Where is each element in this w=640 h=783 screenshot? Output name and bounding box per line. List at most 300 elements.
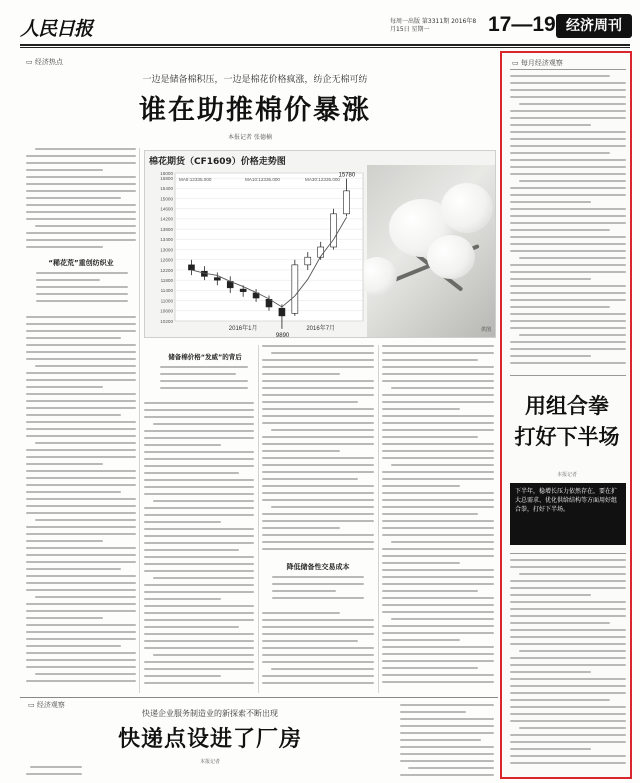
text-line [262, 675, 374, 677]
cotton-futures-chart [144, 150, 496, 338]
text-line [262, 513, 374, 515]
text-line [510, 327, 626, 329]
text-line [519, 103, 626, 105]
text-line [382, 520, 494, 522]
text-line [262, 387, 374, 389]
y-tick-label: 10600 [160, 308, 173, 314]
text-line [272, 590, 336, 592]
text-line [144, 549, 239, 551]
text-line [36, 300, 128, 302]
text-line [26, 218, 136, 220]
text-line [510, 741, 626, 743]
y-tick-label: 15800 [160, 175, 173, 181]
masthead-rule-thin [20, 47, 630, 48]
text-line [262, 499, 374, 501]
text-line [144, 647, 254, 649]
text-line [382, 415, 494, 417]
text-line [382, 352, 494, 354]
text-line [510, 124, 591, 126]
text-line [262, 534, 374, 536]
text-line [382, 604, 494, 606]
column-rule [378, 345, 379, 693]
text-line [382, 366, 494, 368]
text-line [391, 387, 494, 389]
text-line [26, 232, 136, 234]
text-line [26, 554, 136, 556]
text-line [262, 450, 340, 452]
text-line [144, 402, 254, 404]
y-tick-label: 15000 [160, 196, 173, 202]
text-line [382, 443, 494, 445]
text-line [510, 559, 626, 561]
text-line [382, 380, 494, 382]
bottom-column-tag: ▭ 经济观察 [28, 701, 65, 709]
text-line [391, 618, 494, 620]
text-line [262, 541, 374, 543]
text-line [510, 75, 610, 77]
text-line [26, 470, 136, 472]
text-line [262, 415, 374, 417]
text-line [382, 345, 494, 347]
text-line [26, 323, 136, 325]
text-line [510, 657, 626, 659]
text-line [262, 492, 374, 494]
text-line [144, 409, 254, 411]
text-line [271, 668, 374, 670]
text-line [262, 478, 358, 480]
text-line [408, 767, 494, 769]
text-line [382, 457, 494, 459]
text-line [510, 145, 626, 147]
text-line [26, 631, 136, 633]
y-tick-label: 13000 [160, 247, 173, 253]
text-line [26, 337, 121, 339]
text-line [26, 421, 136, 423]
text-line [26, 197, 121, 199]
text-line [144, 598, 221, 600]
text-line [271, 429, 374, 431]
candle-body [344, 191, 350, 214]
text-line [510, 734, 626, 736]
text-line [35, 148, 136, 150]
sidebar-text-bottom [510, 559, 626, 773]
annotation-high: 15780 [338, 172, 356, 179]
text-line [262, 394, 374, 396]
text-line [26, 666, 136, 668]
text-line [26, 407, 136, 409]
y-tick-label: 11000 [160, 298, 173, 304]
text-line [510, 152, 610, 154]
text-line [153, 654, 254, 656]
candle-body [188, 265, 194, 270]
text-line [382, 485, 460, 487]
text-line [510, 320, 626, 322]
text-line [26, 773, 82, 775]
text-line [26, 533, 136, 535]
text-line [26, 505, 136, 507]
y-tick-label: 16000 [160, 170, 173, 176]
text-line [510, 362, 626, 364]
text-line [26, 204, 136, 206]
text-line [382, 401, 494, 403]
bottom-kicker: 快递企业服务制造业的新探索不断出现 [142, 709, 278, 718]
sidebar-commentary [500, 51, 632, 779]
text-line [510, 236, 626, 238]
text-line [510, 96, 626, 98]
text-line [35, 596, 136, 598]
issue-info: 每周一出版 第3311期 2016年8月15日 星期一 [390, 18, 477, 33]
main-text-col3-quote [272, 576, 364, 606]
text-line [510, 622, 610, 624]
newspaper-logo: 人民日报 [20, 18, 93, 40]
text-line [382, 653, 494, 655]
annotation-low: 9890 [275, 332, 290, 339]
legend-entry: MA10:12335.000 [245, 177, 280, 182]
bottom-column-tag-label: 经济观察 [36, 701, 65, 709]
text-line [510, 215, 626, 217]
text-line [262, 401, 358, 403]
text-line [26, 561, 136, 563]
text-line [144, 633, 254, 635]
text-line [160, 373, 236, 375]
text-line [519, 727, 626, 729]
text-line [382, 471, 494, 473]
text-line [510, 166, 626, 168]
text-line [510, 138, 626, 140]
text-line [510, 615, 626, 617]
text-line [144, 416, 254, 418]
text-line [26, 372, 136, 374]
text-line [26, 659, 136, 661]
text-line [144, 584, 254, 586]
text-line [144, 437, 254, 439]
text-line [382, 534, 494, 536]
text-line [26, 246, 103, 248]
text-line [26, 477, 136, 479]
text-line [382, 639, 460, 641]
text-line [382, 632, 494, 634]
text-line [382, 646, 494, 648]
x-tick-label: 2016年1月 [228, 326, 258, 332]
text-line [510, 636, 626, 638]
text-line [510, 278, 591, 280]
text-line [153, 577, 254, 579]
text-line [510, 341, 626, 343]
sidebar-text-top [510, 75, 626, 371]
bottom-text-col1 [26, 766, 82, 783]
text-line [26, 435, 136, 437]
text-line [510, 285, 626, 287]
text-line [36, 279, 100, 281]
text-line [382, 436, 478, 438]
sidebar-column-tag-label: 每月经济观察 [520, 59, 563, 67]
text-line [26, 652, 136, 654]
legend-entry: MA5:12335.000 [179, 177, 212, 182]
text-line [382, 562, 460, 564]
text-line [26, 603, 136, 605]
text-line [510, 348, 626, 350]
text-line [262, 527, 340, 529]
text-line [36, 286, 128, 288]
main-kicker: 一边是储备棉积压，一边是棉花价格疯涨，纺企无棉可纺 [142, 75, 368, 85]
text-line [400, 711, 466, 713]
text-line [26, 155, 136, 157]
y-tick-label: 13400 [160, 237, 173, 243]
text-line [382, 590, 478, 592]
text-line [262, 408, 374, 410]
y-tick-label: 15400 [160, 186, 173, 192]
text-line [510, 82, 626, 84]
text-line [262, 436, 374, 438]
text-line [262, 485, 374, 487]
text-line [382, 527, 494, 529]
text-line [26, 393, 136, 395]
text-line [510, 306, 610, 308]
text-line [382, 499, 494, 501]
text-line [262, 471, 374, 473]
candle-body [279, 308, 285, 316]
text-line [26, 316, 136, 318]
text-line [262, 633, 374, 635]
text-line [26, 498, 136, 500]
text-line [382, 555, 494, 557]
text-line [30, 766, 82, 768]
text-line [510, 629, 626, 631]
main-text-col4 [382, 345, 494, 691]
masthead-rule [20, 44, 630, 46]
text-line [144, 528, 254, 530]
text-line [26, 414, 121, 416]
text-line [510, 222, 626, 224]
text-line [144, 535, 254, 537]
y-tick-label: 11800 [160, 277, 173, 283]
text-line [382, 359, 478, 361]
text-line [382, 583, 494, 585]
text-line [510, 671, 591, 673]
text-line [262, 548, 374, 550]
text-line [144, 570, 254, 572]
text-line [382, 492, 494, 494]
text-line [144, 486, 254, 488]
text-line [271, 506, 374, 508]
bottom-text-col2 [400, 704, 494, 783]
text-line [26, 239, 136, 241]
sidebar-author: 本报记者 [556, 472, 577, 478]
text-line [144, 640, 254, 642]
text-line [35, 673, 136, 675]
text-line [510, 299, 626, 301]
main-column-tag-label: 经济热点 [34, 58, 63, 66]
text-line [144, 472, 239, 474]
text-line [382, 394, 494, 396]
text-line [144, 556, 254, 558]
text-line [26, 190, 136, 192]
text-line [519, 334, 626, 336]
text-line [510, 685, 626, 687]
text-line [153, 423, 254, 425]
text-line [382, 422, 494, 424]
text-line [144, 563, 254, 565]
text-line [26, 617, 103, 619]
text-line [144, 626, 239, 628]
text-line [262, 422, 374, 424]
text-line [35, 365, 136, 367]
text-line [144, 605, 254, 607]
text-line [144, 465, 254, 467]
masthead [20, 12, 630, 44]
main-column-tag: ▭ 经济热点 [26, 58, 63, 66]
text-line [144, 458, 254, 460]
text-line [510, 243, 626, 245]
text-line [382, 681, 494, 683]
text-line [144, 661, 254, 663]
text-line [262, 626, 374, 628]
text-line [26, 638, 136, 640]
text-line [262, 443, 374, 445]
text-line [26, 624, 136, 626]
text-line [26, 428, 136, 430]
text-line [26, 351, 136, 353]
main-headline: 谁在助推棉价暴涨 [139, 95, 371, 126]
candle-body [305, 257, 311, 265]
text-line [26, 463, 103, 465]
y-tick-label: 13800 [160, 226, 173, 232]
text-line [144, 514, 254, 516]
text-line [262, 661, 374, 663]
text-line [26, 449, 136, 451]
text-line [510, 264, 626, 266]
text-line [510, 601, 626, 603]
text-line [35, 225, 136, 227]
text-line [26, 575, 136, 577]
text-line [382, 478, 494, 480]
text-line [400, 774, 494, 776]
text-line [144, 507, 254, 509]
text-line [26, 211, 136, 213]
section-badge: 经济周刊 [556, 14, 632, 38]
text-line [271, 352, 374, 354]
text-line [262, 345, 374, 347]
subhead-3: 降低储备性交易成本 [286, 563, 350, 571]
text-line [382, 450, 494, 452]
text-line [26, 540, 103, 542]
text-line [510, 643, 626, 645]
text-line [510, 566, 626, 568]
chart-plot [145, 151, 496, 338]
text-line [510, 292, 626, 294]
text-line [144, 668, 254, 670]
text-line [262, 359, 374, 361]
text-line [400, 732, 494, 734]
text-line [272, 576, 364, 578]
text-line [519, 257, 626, 259]
text-line [382, 506, 494, 508]
text-line [510, 89, 626, 91]
text-line [391, 464, 494, 466]
text-line [382, 408, 460, 410]
main-text-col2-quote [160, 366, 248, 396]
bottom-byline: 本报记者 [199, 759, 220, 765]
text-line [382, 611, 494, 613]
text-line [510, 720, 626, 722]
text-line [160, 387, 248, 389]
main-text-col1-quote [36, 272, 128, 310]
text-line [400, 718, 494, 720]
text-line [400, 760, 494, 762]
candle-body [214, 278, 220, 281]
sidebar-title-line1: 用组合拳 [525, 394, 609, 418]
text-line [153, 500, 254, 502]
x-tick-label: 2016年7月 [306, 326, 336, 332]
text-line [160, 380, 248, 382]
bottom-section-rule [20, 697, 498, 698]
text-line [262, 373, 340, 375]
text-line [262, 464, 374, 466]
text-line [510, 208, 626, 210]
text-line [400, 746, 494, 748]
sidebar-column-tag: ▭ 每月经济观察 [512, 59, 563, 67]
text-line [510, 187, 626, 189]
candle-body [240, 289, 246, 292]
text-line [262, 682, 374, 684]
text-line [262, 520, 374, 522]
text-line [26, 358, 136, 360]
text-line [519, 180, 626, 182]
text-line [144, 675, 221, 677]
text-line [510, 587, 626, 589]
text-line [26, 645, 121, 647]
text-line [144, 619, 254, 621]
text-line [26, 379, 136, 381]
text-line [510, 678, 626, 680]
text-line [262, 457, 374, 459]
text-line [510, 313, 626, 315]
text-line [519, 650, 626, 652]
text-line [144, 430, 254, 432]
text-line [510, 692, 626, 694]
text-line [382, 576, 494, 578]
text-line [35, 519, 136, 521]
text-line [144, 542, 254, 544]
text-line [400, 739, 481, 741]
text-line [510, 713, 626, 715]
text-line [510, 173, 626, 175]
text-line [262, 654, 374, 656]
text-line [510, 762, 626, 764]
y-tick-label: 11400 [160, 288, 173, 294]
text-line [510, 159, 626, 161]
subhead-1: “稀花荒”重创纺织业 [48, 259, 114, 267]
main-text-col3-top [262, 345, 374, 555]
text-line [26, 169, 103, 171]
text-line [510, 131, 626, 133]
main-byline: 本报记者 张德楠 [228, 134, 272, 141]
text-line [382, 373, 494, 375]
text-line [144, 591, 254, 593]
text-line [510, 250, 626, 252]
text-line [262, 612, 340, 614]
sidebar-rule [510, 375, 626, 376]
text-line [26, 484, 136, 486]
sidebar-title [512, 391, 622, 453]
y-tick-label: 14200 [160, 216, 173, 222]
text-line [144, 444, 221, 446]
text-line [262, 619, 374, 621]
y-tick-label: 14600 [160, 206, 173, 212]
text-line [36, 272, 128, 274]
bottom-headline: 快递点设进了厂房 [117, 727, 302, 752]
text-line [382, 597, 494, 599]
